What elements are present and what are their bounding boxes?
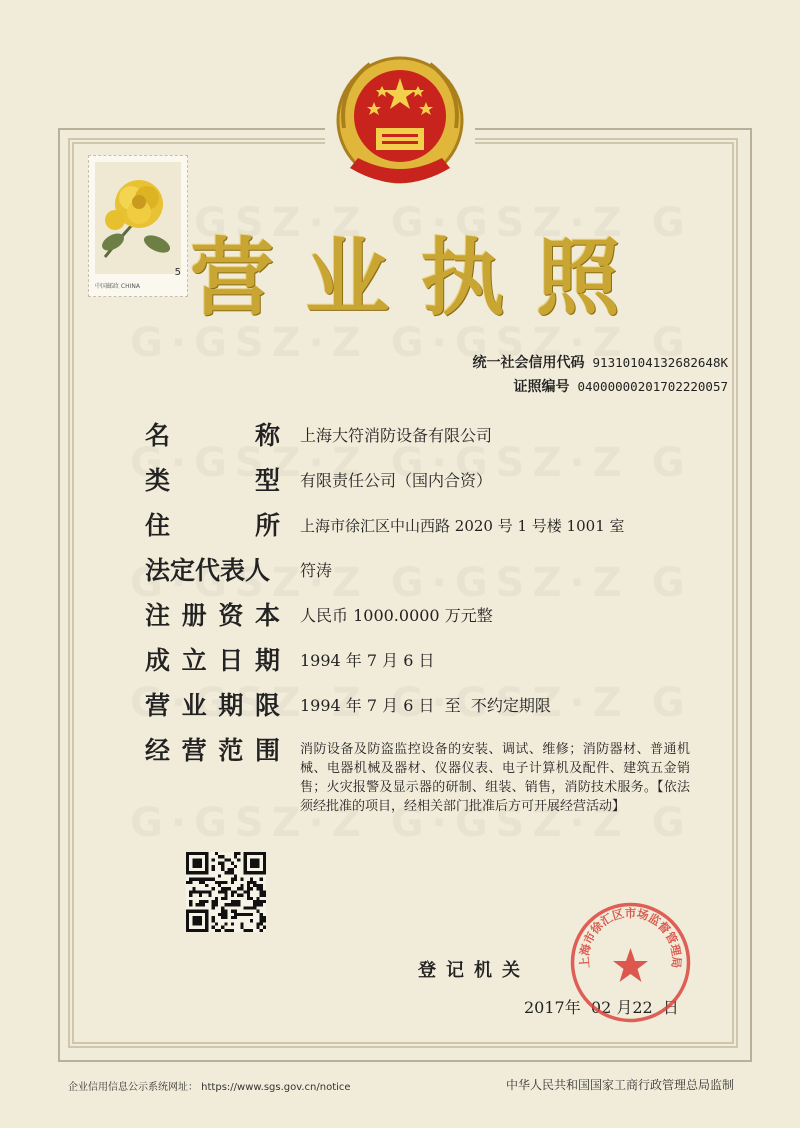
seal-text: 上海市徐汇区市场监督管理局 xyxy=(577,905,684,969)
field-label-name xyxy=(145,421,280,451)
label-char: 资 xyxy=(218,601,244,630)
issue-date: 2017年 02 月22 日 xyxy=(524,998,679,1017)
label-char: 期 xyxy=(218,691,244,720)
field-value-name: 上海大符消防设备有限公司 xyxy=(300,426,493,445)
title-char: 营 xyxy=(190,228,275,327)
credit-code-row xyxy=(473,352,728,372)
field-label-legal-rep: 法定代表人 xyxy=(145,556,271,585)
field-value-legal-rep: 符涛 xyxy=(300,561,333,580)
footer-issuer: 中华人民共和国国家工商行政管理总局监制 xyxy=(505,1078,734,1092)
label-char: 类 xyxy=(145,466,171,495)
label-char: 成 xyxy=(145,646,171,675)
license-no-row xyxy=(513,376,728,396)
field-value-address: 上海市徐汇区中山西路 2020 号 1 号楼 1001 室 xyxy=(300,517,625,535)
label-char: 住 xyxy=(145,511,171,540)
label-char: 称 xyxy=(254,421,280,450)
peony-flower-icon xyxy=(95,162,181,274)
registrar-label: 登记机关 xyxy=(418,960,530,981)
label-char: 期 xyxy=(254,646,280,675)
title-char: 业 xyxy=(305,228,390,327)
label-char: 营 xyxy=(145,691,171,720)
field-label-founded xyxy=(145,646,280,676)
field-value-type: 有限责任公司（国内合资） xyxy=(300,471,493,490)
label-char: 型 xyxy=(254,466,280,495)
label-char: 注 xyxy=(145,601,171,630)
field-value-capital: 人民币 1000.0000 万元整 xyxy=(300,606,493,625)
national-emblem-icon xyxy=(330,48,470,198)
field-label-address xyxy=(145,511,280,541)
credit-code-label: 统一社会信用代码 xyxy=(472,355,585,371)
label-char: 册 xyxy=(181,601,207,630)
label-char: 范 xyxy=(218,736,244,765)
page-title xyxy=(190,228,620,328)
stamp-face-value: 5 xyxy=(174,267,181,278)
footer-website: 企业信用信息公示系统网址： https://www.sgs.gov.cn/notice xyxy=(68,1082,351,1093)
label-char: 围 xyxy=(254,736,280,765)
official-seal-icon xyxy=(568,900,693,1025)
license-no-value: 04000000201702220057 xyxy=(577,379,728,394)
label-char: 业 xyxy=(181,691,207,720)
field-value-term: 1994 年 7 月 6 日 至 不约定期限 xyxy=(300,696,551,715)
label-char: 所 xyxy=(254,511,280,540)
label-char: 名 xyxy=(145,421,171,450)
field-label-term xyxy=(145,691,280,721)
label-char: 经 xyxy=(145,736,171,765)
label-char: 营 xyxy=(181,736,207,765)
field-label-scope xyxy=(145,736,280,766)
qr-code[interactable] xyxy=(186,852,266,932)
field-label-type xyxy=(145,466,280,496)
postage-stamp xyxy=(88,155,188,297)
label-char: 本 xyxy=(254,601,280,630)
label-char: 限 xyxy=(254,691,280,720)
title-char: 执 xyxy=(420,228,505,327)
title-char: 照 xyxy=(535,228,620,327)
field-value-scope: 消防设备及防盗监控设备的安装、调试、维修；消防器材、普通机械、电器机械及器材、仪器仪表、电子计算机及配件、建筑五金销售；火灾报警及显示器的研制、组装、销售，消防技术服务。【依法须经批准的项目，经相关部门批准后方可开展经营活动】 xyxy=(300,742,690,814)
credit-code-value: 91310104132682648K xyxy=(592,355,728,370)
label-char: 立 xyxy=(181,646,207,675)
stamp-caption: 中国邮政 CHINA xyxy=(95,283,140,290)
license-no-label: 证照编号 xyxy=(513,379,570,395)
field-label-capital xyxy=(145,601,280,631)
field-value-founded: 1994 年 7 月 6 日 xyxy=(300,651,435,670)
label-char: 日 xyxy=(218,646,244,675)
